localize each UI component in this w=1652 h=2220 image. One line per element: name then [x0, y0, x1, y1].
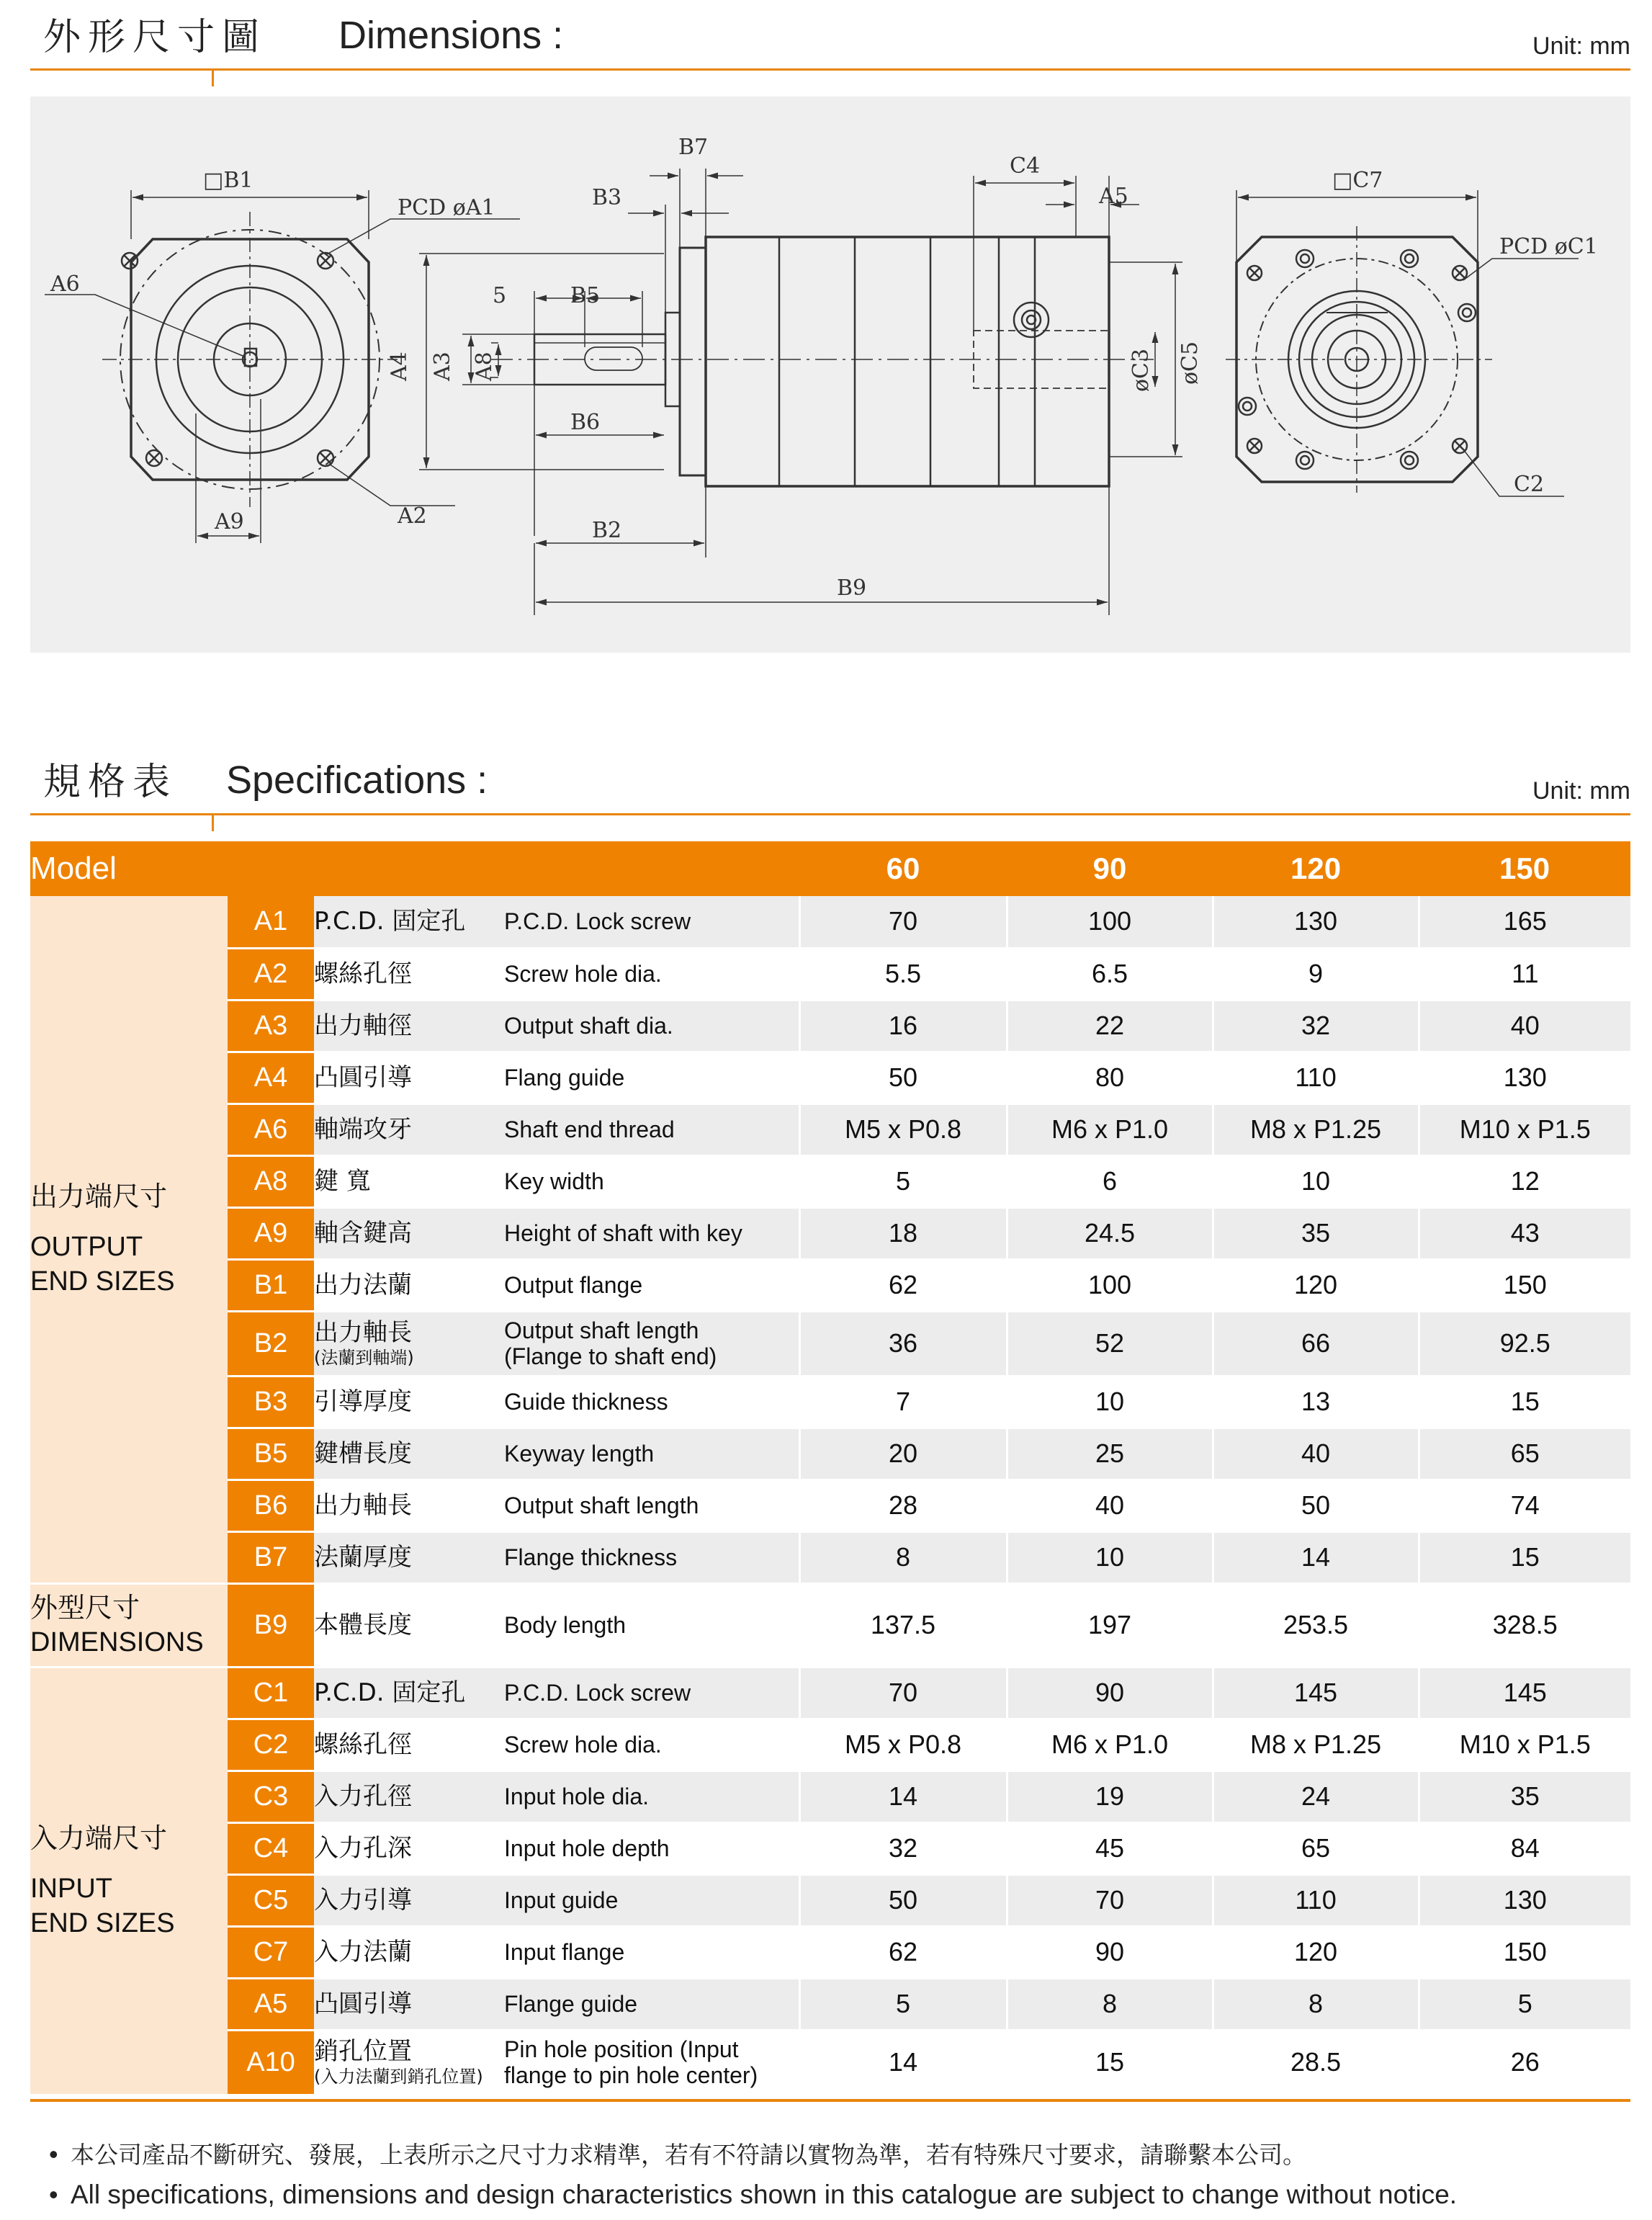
drawing-svg [30, 97, 1630, 653]
param-value-150: 15 [1419, 1376, 1630, 1428]
param-name-en-text: Input flange [504, 1939, 625, 1965]
dimensions-title-zh: 外形尺寸圖 [43, 16, 267, 59]
table-row [30, 1667, 1630, 1719]
param-name-zh [314, 1978, 504, 2030]
table-row [30, 896, 1630, 948]
param-value-60: 62 [799, 1926, 1007, 1978]
param-value-90: 10 [1007, 1376, 1213, 1428]
param-code: A4 [228, 1052, 314, 1104]
param-name-en-text: Output shaft length [504, 1317, 699, 1343]
param-value-90: 100 [1007, 1259, 1213, 1311]
param-value-120: 35 [1213, 1207, 1419, 1259]
param-value-90: 40 [1007, 1480, 1213, 1531]
param-value-150: 145 [1419, 1667, 1630, 1719]
param-value-60: M5 x P0.8 [799, 1104, 1007, 1155]
param-value-90: 8 [1007, 1978, 1213, 2030]
param-value-120: 8 [1213, 1978, 1419, 2030]
model-60-header: 60 [799, 841, 1007, 896]
param-value-90: 70 [1007, 1874, 1213, 1926]
param-name-zh [314, 1376, 504, 1428]
param-name-zh-sub: (入力法蘭到銷孔位置) [314, 2067, 483, 2087]
table-row [30, 1978, 1630, 2030]
param-value-90: 100 [1007, 896, 1213, 948]
param-value-60: 32 [799, 1822, 1007, 1874]
param-name-zh [314, 1719, 504, 1771]
param-value-120: 253.5 [1213, 1583, 1419, 1667]
param-name-zh [314, 1428, 504, 1480]
param-name-en [504, 1926, 799, 1978]
table-row [30, 1874, 1630, 1926]
param-name-zh [314, 1583, 504, 1667]
param-code: A5 [228, 1978, 314, 2030]
param-name-en-text: Output flange [504, 1272, 643, 1298]
param-value-90: 80 [1007, 1052, 1213, 1104]
param-value-150: 84 [1419, 1822, 1630, 1874]
param-value-120: 110 [1213, 1874, 1419, 1926]
param-code: A1 [228, 896, 314, 948]
param-code: C4 [228, 1822, 314, 1874]
table-row [30, 1376, 1630, 1428]
param-value-90: 24.5 [1007, 1207, 1213, 1259]
note-bullet: • [49, 2180, 58, 2209]
param-value-120: 32 [1213, 1000, 1419, 1052]
table-row [30, 1000, 1630, 1052]
label-a8: A8 [472, 352, 497, 381]
param-name-zh-text: 銷孔位置 [314, 2037, 412, 2066]
group-label-en: INPUT [30, 1874, 112, 1904]
param-name-en-text-2: flange to pin hole center) [504, 2062, 758, 2088]
model-90-header: 90 [1007, 841, 1213, 896]
param-value-60: 70 [799, 1667, 1007, 1719]
param-value-60: 70 [799, 896, 1007, 948]
param-name-en-text: Input guide [504, 1887, 619, 1913]
param-value-150: 15 [1419, 1531, 1630, 1583]
param-name-en-text: Keyway length [504, 1441, 655, 1467]
label-pcd-a1: PCD øA1 [398, 195, 495, 220]
param-name-en [504, 1052, 799, 1104]
param-value-150: 65 [1419, 1428, 1630, 1480]
label-c2: C2 [1514, 472, 1545, 497]
label-b9: B9 [837, 576, 867, 601]
table-row [30, 1104, 1630, 1155]
param-value-60: 14 [799, 2030, 1007, 2095]
param-name-en-text: Output shaft length [504, 1492, 699, 1518]
param-name-zh [314, 1052, 504, 1104]
table-row [30, 1155, 1630, 1207]
param-value-60: 5 [799, 1978, 1007, 2030]
param-name-en [504, 1480, 799, 1531]
param-code: C3 [228, 1771, 314, 1822]
param-name-zh-text: 出力法蘭 [314, 1271, 412, 1299]
label-c5: øC5 [1177, 341, 1203, 385]
group-label-zh: 外型尺寸 [30, 1592, 140, 1624]
param-value-90: M6 x P1.0 [1007, 1719, 1213, 1771]
param-code: A8 [228, 1155, 314, 1207]
param-name-en-text: P.C.D. Lock screw [504, 908, 691, 935]
param-value-90: 6.5 [1007, 948, 1213, 1000]
param-name-zh [314, 1207, 504, 1259]
param-value-90: 45 [1007, 1822, 1213, 1874]
param-name-zh [314, 948, 504, 1000]
param-value-90: 25 [1007, 1428, 1213, 1480]
param-name-zh [314, 1311, 504, 1376]
note-en [49, 2180, 1457, 2210]
param-value-60: 36 [799, 1311, 1007, 1376]
table-row [30, 1926, 1630, 1978]
group-label-en: OUTPUT [30, 1232, 143, 1263]
table-row [30, 1259, 1630, 1311]
param-name-en-text: Guide thickness [504, 1389, 668, 1415]
param-value-90: 90 [1007, 1926, 1213, 1978]
param-name-en [504, 896, 799, 948]
param-name-en-text: Flange thickness [504, 1544, 678, 1570]
param-code: B6 [228, 1480, 314, 1531]
param-value-90: 52 [1007, 1311, 1213, 1376]
param-value-120: 13 [1213, 1376, 1419, 1428]
table-row [30, 1531, 1630, 1583]
param-name-zh-text: 法蘭厚度 [314, 1543, 412, 1572]
dimensions-unit: Unit: mm [1532, 32, 1630, 60]
specifications-header [30, 758, 1630, 815]
param-code: B2 [228, 1311, 314, 1376]
group-label-en: DIMENSIONS [30, 1627, 204, 1657]
group-label-en: END SIZES [30, 1266, 175, 1297]
param-value-60: 8 [799, 1531, 1007, 1583]
label-a6: A6 [50, 272, 80, 297]
param-value-60: 28 [799, 1480, 1007, 1531]
param-name-en [504, 1771, 799, 1822]
param-name-zh [314, 1926, 504, 1978]
specifications-rule-tick [212, 815, 214, 831]
label-a3: A3 [430, 352, 455, 381]
param-value-150: M10 x P1.5 [1419, 1104, 1630, 1155]
param-value-90: 90 [1007, 1667, 1213, 1719]
param-value-150: 26 [1419, 2030, 1630, 2095]
side-view [419, 169, 1182, 615]
param-name-zh-text: 螺絲孔徑 [314, 959, 412, 988]
param-name-en-text: Key width [504, 1168, 604, 1194]
model-header: Model [30, 841, 799, 896]
param-name-zh [314, 2030, 504, 2095]
param-name-en [504, 1311, 799, 1376]
param-value-150: 11 [1419, 948, 1630, 1000]
param-name-zh [314, 896, 504, 948]
param-code: A10 [228, 2030, 314, 2095]
param-value-150: 150 [1419, 1259, 1630, 1311]
param-name-en [504, 2030, 799, 2095]
param-name-zh [314, 1155, 504, 1207]
param-code: C5 [228, 1874, 314, 1926]
param-value-120: 120 [1213, 1926, 1419, 1978]
param-name-zh [314, 1000, 504, 1052]
param-name-en [504, 1207, 799, 1259]
param-value-150: 40 [1419, 1000, 1630, 1052]
param-name-en-text: Body length [504, 1612, 627, 1638]
param-name-en-text: Screw hole dia. [504, 1732, 662, 1758]
param-code: B5 [228, 1428, 314, 1480]
param-name-en [504, 1376, 799, 1428]
table-row [30, 1822, 1630, 1874]
param-value-150: 130 [1419, 1052, 1630, 1104]
dimensions-header [30, 14, 1630, 71]
param-value-60: 5.5 [799, 948, 1007, 1000]
dimensions-rule-tick [212, 71, 214, 86]
dimensions-rule [30, 68, 1630, 71]
label-a4: A4 [387, 352, 412, 381]
param-name-en [504, 1531, 799, 1583]
table-row [30, 1052, 1630, 1104]
param-name-zh-text: 入力孔深 [314, 1834, 412, 1863]
param-name-en-text: Flang guide [504, 1065, 625, 1091]
param-value-90: 197 [1007, 1583, 1213, 1667]
specifications-rule [30, 813, 1630, 815]
group-label-zh: 出力端尺寸 [30, 1181, 168, 1213]
param-name-zh [314, 1822, 504, 1874]
param-value-120: 40 [1213, 1428, 1419, 1480]
param-name-en [504, 1978, 799, 2030]
param-name-en [504, 948, 799, 1000]
label-b5: B5 [570, 283, 601, 308]
param-name-en-text: Screw hole dia. [504, 961, 662, 987]
param-name-zh-text: 軸含鍵高 [314, 1219, 412, 1248]
note-bullet: • [49, 2139, 58, 2169]
param-name-en [504, 1155, 799, 1207]
group-label [30, 1583, 228, 1667]
group-label-zh: 入力端尺寸 [30, 1822, 168, 1854]
param-name-en-text: Output shaft dia. [504, 1013, 673, 1039]
param-value-150: 74 [1419, 1480, 1630, 1531]
param-code: A2 [228, 948, 314, 1000]
table-bottom-rule [30, 2099, 1630, 2102]
param-value-150: M10 x P1.5 [1419, 1719, 1630, 1771]
param-value-120: M8 x P1.25 [1213, 1104, 1419, 1155]
param-value-90: 22 [1007, 1000, 1213, 1052]
param-value-120: 130 [1213, 896, 1419, 948]
param-value-120: 66 [1213, 1311, 1419, 1376]
table-row [30, 1480, 1630, 1531]
param-name-zh-text: 凸圓引導 [314, 1063, 412, 1092]
param-value-150: 35 [1419, 1771, 1630, 1822]
label-b1: □B1 [203, 168, 253, 193]
param-name-zh-text: 軸端攻牙 [314, 1115, 412, 1144]
param-name-en-text: Input hole depth [504, 1835, 670, 1861]
param-code: A6 [228, 1104, 314, 1155]
table-row [30, 2030, 1630, 2095]
label-b7: B7 [678, 135, 709, 160]
param-name-en-text: Pin hole position (Input [504, 2036, 739, 2062]
specifications-unit: Unit: mm [1532, 777, 1630, 805]
param-value-60: M5 x P0.8 [799, 1719, 1007, 1771]
note-en-text: All specifications, dimensions and design characteristics shown in this catalogue are subject to change without notice. [71, 2180, 1458, 2209]
label-c7: □C7 [1332, 168, 1383, 193]
table-row [30, 948, 1630, 1000]
param-value-150: 165 [1419, 896, 1630, 948]
param-code: B1 [228, 1259, 314, 1311]
param-value-60: 137.5 [799, 1583, 1007, 1667]
param-value-120: 120 [1213, 1259, 1419, 1311]
param-value-90: 10 [1007, 1531, 1213, 1583]
table-row [30, 1207, 1630, 1259]
label-b6: B6 [570, 410, 601, 435]
param-value-120: 110 [1213, 1052, 1419, 1104]
table-header-row [30, 841, 1630, 896]
param-value-150: 328.5 [1419, 1583, 1630, 1667]
label-a2: A2 [398, 503, 427, 529]
dimensions-title-en: Dimensions : [338, 14, 564, 57]
param-name-zh-text: 鍵槽長度 [314, 1439, 412, 1468]
label-5: 5 [493, 283, 507, 308]
note-zh [49, 2136, 1306, 2170]
group-label [30, 896, 228, 1583]
param-code: B3 [228, 1376, 314, 1428]
table-row [30, 1583, 1630, 1667]
label-a9: A9 [215, 509, 244, 534]
param-name-zh-text: 凸圓引導 [314, 1990, 412, 2018]
param-name-en-text: Shaft end thread [504, 1116, 675, 1142]
param-value-60: 16 [799, 1000, 1007, 1052]
table-row [30, 1719, 1630, 1771]
specifications-title-en: Specifications : [226, 758, 488, 802]
param-name-zh-sub: (法蘭到軸端) [314, 1348, 414, 1368]
group-label-en: END SIZES [30, 1908, 175, 1938]
param-code: A9 [228, 1207, 314, 1259]
param-value-120: 28.5 [1213, 2030, 1419, 2095]
param-value-120: 145 [1213, 1667, 1419, 1719]
param-name-zh-text: 鍵 寬 [314, 1167, 371, 1196]
param-value-150: 12 [1419, 1155, 1630, 1207]
param-name-en [504, 1000, 799, 1052]
param-value-150: 150 [1419, 1926, 1630, 1978]
param-name-zh-text: 本體長度 [314, 1611, 412, 1639]
label-pcd-c1: PCD øC1 [1499, 234, 1598, 259]
param-value-60: 62 [799, 1259, 1007, 1311]
param-value-90: 15 [1007, 2030, 1213, 2095]
dimension-drawing [30, 97, 1630, 653]
table-row [30, 1428, 1630, 1480]
param-name-zh-text: 入力法蘭 [314, 1938, 412, 1966]
model-150-header: 150 [1419, 841, 1630, 896]
label-a5: A5 [1099, 184, 1128, 209]
param-name-zh-text: 入力引導 [314, 1886, 412, 1915]
specifications-table [30, 841, 1630, 2096]
param-name-en [504, 1667, 799, 1719]
param-name-zh-text: 引導厚度 [314, 1387, 412, 1416]
param-name-zh-text: 出力軸徑 [314, 1011, 412, 1040]
param-code: C1 [228, 1667, 314, 1719]
param-name-zh [314, 1531, 504, 1583]
param-value-60: 50 [799, 1874, 1007, 1926]
param-name-zh [314, 1874, 504, 1926]
param-name-en-text-2: (Flange to shaft end) [504, 1343, 717, 1369]
param-name-zh [314, 1259, 504, 1311]
param-value-60: 14 [799, 1771, 1007, 1822]
param-name-zh-text: 出力軸長 [314, 1491, 412, 1520]
param-name-zh-text: P.C.D. 固定孔 [314, 907, 466, 936]
param-value-90: M6 x P1.0 [1007, 1104, 1213, 1155]
param-value-120: 9 [1213, 948, 1419, 1000]
param-name-zh-text: P.C.D. 固定孔 [314, 1678, 466, 1707]
param-name-en-text: Height of shaft with key [504, 1220, 742, 1246]
label-c3: øC3 [1128, 348, 1154, 392]
param-value-90: 19 [1007, 1771, 1213, 1822]
param-name-en [504, 1428, 799, 1480]
param-name-en-text: P.C.D. Lock screw [504, 1680, 691, 1706]
param-code: B9 [228, 1583, 314, 1667]
param-name-en [504, 1104, 799, 1155]
model-120-header: 120 [1213, 841, 1419, 896]
table-row [30, 1771, 1630, 1822]
param-value-120: 24 [1213, 1771, 1419, 1822]
param-code: B7 [228, 1531, 314, 1583]
param-value-90: 6 [1007, 1155, 1213, 1207]
param-name-en [504, 1259, 799, 1311]
param-name-zh-text: 入力孔徑 [314, 1782, 412, 1811]
param-name-zh [314, 1771, 504, 1822]
param-code: C7 [228, 1926, 314, 1978]
param-name-en-text: Input hole dia. [504, 1783, 650, 1809]
param-name-en [504, 1719, 799, 1771]
specifications-table-body [30, 896, 1630, 2095]
param-value-120: 50 [1213, 1480, 1419, 1531]
label-c4: C4 [1010, 153, 1041, 179]
param-value-60: 18 [799, 1207, 1007, 1259]
param-name-en-text: Flange guide [504, 1991, 638, 2017]
param-value-60: 7 [799, 1376, 1007, 1428]
label-b2: B2 [592, 518, 622, 543]
param-name-zh-text: 螺絲孔徑 [314, 1730, 412, 1759]
param-name-en [504, 1583, 799, 1667]
param-name-en [504, 1874, 799, 1926]
param-value-150: 130 [1419, 1874, 1630, 1926]
param-code: A3 [228, 1000, 314, 1052]
param-code: C2 [228, 1719, 314, 1771]
param-value-60: 20 [799, 1428, 1007, 1480]
param-value-150: 92.5 [1419, 1311, 1630, 1376]
param-name-zh [314, 1104, 504, 1155]
param-value-120: 14 [1213, 1531, 1419, 1583]
param-value-120: 65 [1213, 1822, 1419, 1874]
specifications-title-zh: 規格表 [43, 761, 178, 804]
param-value-60: 5 [799, 1155, 1007, 1207]
note-zh-text: 本公司產品不斷研究、發展，上表所示之尺寸力求精準，若有不符請以實物為準，若有特殊尺寸要求，請聯繫本公司。 [71, 2141, 1306, 2169]
label-b3: B3 [592, 185, 622, 210]
table-row [30, 1311, 1630, 1376]
param-name-zh-text: 出力軸長 [314, 1318, 412, 1347]
param-name-en [504, 1822, 799, 1874]
param-value-150: 5 [1419, 1978, 1630, 2030]
param-name-zh [314, 1667, 504, 1719]
param-name-zh [314, 1480, 504, 1531]
param-value-150: 43 [1419, 1207, 1630, 1259]
param-value-60: 50 [799, 1052, 1007, 1104]
param-value-120: 10 [1213, 1155, 1419, 1207]
group-label [30, 1667, 228, 2095]
param-value-120: M8 x P1.25 [1213, 1719, 1419, 1771]
